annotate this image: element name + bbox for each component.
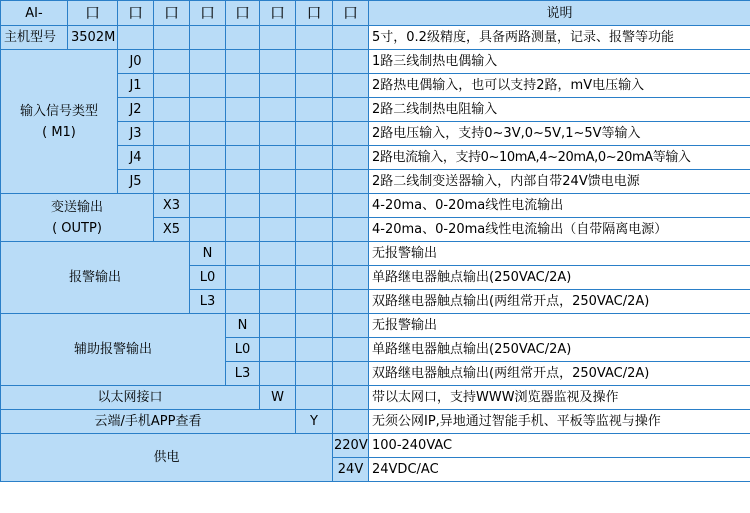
transmit-option-code: X3 <box>154 194 190 218</box>
code-slot-2: 口 <box>118 1 154 26</box>
input-option-desc: 2路电压输入，支持0~3V,0~5V,1~5V等输入 <box>369 122 750 146</box>
alarm-option-desc: 单路继电器触点输出(250VAC/2A) <box>369 266 750 290</box>
input-option-code: J4 <box>118 146 154 170</box>
transmit-output-cell <box>1 194 154 242</box>
transmit-option-desc: 4-20ma、0-20ma线性电流输出 <box>369 194 750 218</box>
power-option-desc: 24VDC/AC <box>369 458 750 482</box>
alarm-option-code: N <box>190 242 226 266</box>
cloud-code: Y <box>296 410 333 434</box>
host-model-row <box>1 26 750 50</box>
aux-alarm-option-code: N <box>226 314 260 338</box>
code-slot-6: 口 <box>260 1 296 26</box>
model-prefix: AI- <box>1 1 68 26</box>
input-option-code: J3 <box>118 122 154 146</box>
ethernet-desc: 带以太网口，支持WWW浏览器监视及操作 <box>369 386 750 410</box>
ethernet-code: W <box>260 386 296 410</box>
code-slot-1: 口 <box>68 1 118 26</box>
power-option-code: 220V <box>333 434 369 458</box>
alarm-option-desc: 双路继电器触点输出(两组常开点，250VAC/2A) <box>369 290 750 314</box>
code-slot-5: 口 <box>226 1 260 26</box>
ethernet-row <box>1 386 750 410</box>
host-model-label: 主机型号 <box>1 26 68 50</box>
aux-alarm-option-code: L3 <box>226 362 260 386</box>
power-option-code: 24V <box>333 458 369 482</box>
aux-alarm-output-label: 辅助报警输出 <box>1 314 226 386</box>
transmit-output-label: 变送输出 <box>50 199 103 215</box>
input-option-desc: 1路三线制热电偶输入 <box>369 50 750 74</box>
power-option-desc: 100-240VAC <box>369 434 750 458</box>
alarm-option-code: L0 <box>190 266 226 290</box>
cloud-row <box>1 410 750 434</box>
input-option-desc: 2路二线制变送器输入，内部自带24V馈电电源 <box>369 170 750 194</box>
alarm-row <box>1 242 750 266</box>
input-type-label: 输入信号类型 <box>19 103 98 119</box>
transmit-option-desc: 4-20ma、0-20ma线性电流输出（自带隔离电源） <box>369 218 750 242</box>
host-model-desc: 5寸，0.2级精度，具备两路测量，记录、报警等功能 <box>369 26 750 50</box>
transmit-option-code: X5 <box>154 218 190 242</box>
aux-alarm-option-desc: 双路继电器触点输出(两组常开点，250VAC/2A) <box>369 362 750 386</box>
power-label: 供电 <box>1 434 333 482</box>
input-option-code: J1 <box>118 74 154 98</box>
transmit-row <box>1 194 750 218</box>
code-slot-7: 口 <box>296 1 333 26</box>
power-row <box>1 434 750 458</box>
input-option-code: J5 <box>118 170 154 194</box>
input-option-desc: 2路电流输入，支持0~10mA,4~20mA,0~20mA等输入 <box>369 146 750 170</box>
input-type-cell <box>1 50 118 194</box>
transmit-output-code: ( OUTP) <box>52 220 102 236</box>
ethernet-label: 以太网接口 <box>1 386 260 410</box>
header-row <box>1 1 750 26</box>
host-model-value: 3502M <box>68 26 118 50</box>
alarm-option-desc: 无报警输出 <box>369 242 750 266</box>
input-option-code: J2 <box>118 98 154 122</box>
alarm-option-code: L3 <box>190 290 226 314</box>
aux-alarm-option-code: L0 <box>226 338 260 362</box>
aux-alarm-row <box>1 314 750 338</box>
cloud-label: 云端/手机APP查看 <box>1 410 296 434</box>
input-option-code: J0 <box>118 50 154 74</box>
input-option-desc: 2路热电偶输入，也可以支持2路，mV电压输入 <box>369 74 750 98</box>
aux-alarm-option-desc: 无报警输出 <box>369 314 750 338</box>
input-option-desc: 2路二线制热电阻输入 <box>369 98 750 122</box>
aux-alarm-option-desc: 单路继电器触点输出(250VAC/2A) <box>369 338 750 362</box>
alarm-output-label: 报警输出 <box>1 242 190 314</box>
description-header: 说明 <box>369 1 750 26</box>
input-row <box>1 50 750 74</box>
code-slot-3: 口 <box>154 1 190 26</box>
code-slot-4: 口 <box>190 1 226 26</box>
code-slot-8: 口 <box>333 1 369 26</box>
cloud-desc: 无须公网IP,异地通过智能手机、平板等监视与操作 <box>369 410 750 434</box>
input-type-code: ( M1) <box>42 124 76 140</box>
